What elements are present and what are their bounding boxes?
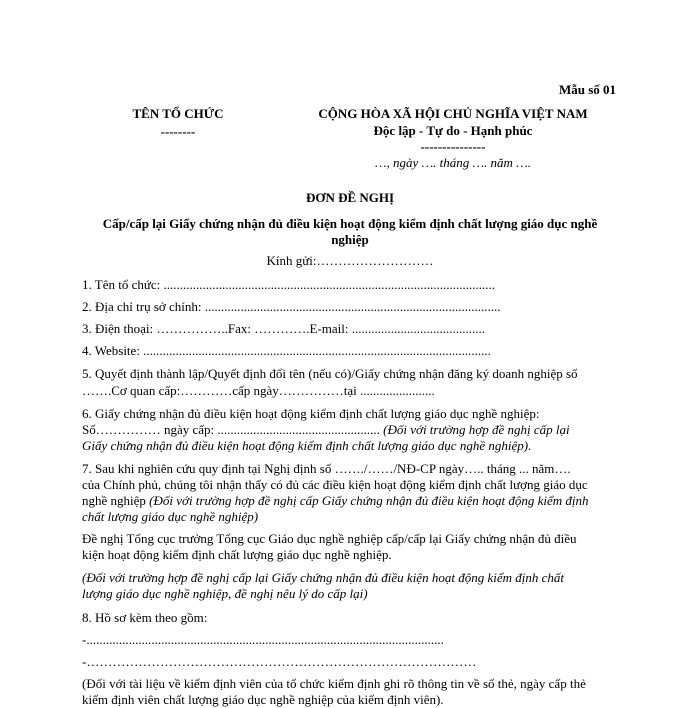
reissue-note-line-2: lượng giáo dục nghề nghiệp, đề nghị nêu lý do cấp lại) [82, 586, 368, 601]
document-title: ĐƠN ĐỀ NGHỊ [305, 190, 395, 205]
item-6-line-2 [82, 422, 570, 438]
request-line-1: Đề nghị Tổng cục trưởng Tổng cục Giáo dục nghề nghiệp cấp/cấp lại Giấy chứng nhận đủ điều [82, 531, 577, 546]
item-7-note-start: (Đối với trường hợp đề nghị cấp Giấy chứng nhận đủ điều kiện hoạt động kiểm định [149, 493, 589, 508]
item-3-contact: 3. Điện thoại: ……………..Fax: ………….E-mail: ......................................... [82, 321, 485, 336]
nation-motto: Độc lập - Tự do - Hạnh phúc [373, 123, 533, 138]
item-7-line-2: của Chính phủ, chúng tôi nhận thấy có đủ các điều kiện hoạt động kiểm định chất lượng giáo dục [82, 477, 588, 492]
inspector-note-line-2: kiểm định viên chất lượng giáo dục nghề nghiệp của kiểm định viên). [82, 692, 444, 707]
item-6-line-2-text: Số…………… ngày cấp: .................................................. [82, 422, 384, 437]
item-7-line-3-text: nghề nghiệp [82, 493, 150, 508]
item-1-organization: 1. Tên tổ chức: ...................................................................................................... [82, 277, 496, 292]
attachment-line-2: -……………………………………………………………………………… [82, 654, 477, 669]
item-6-note-start: (Đối với trường hợp đề nghị cấp lại [383, 422, 570, 437]
item-2-address: 2. Địa chỉ trụ sở chính: ........................................................................................... [82, 299, 501, 314]
reissue-note-line-1: (Đối với trường hợp đề nghị cấp lại Giấy chứng nhận đủ điều kiện hoạt động kiểm định chất [82, 570, 564, 585]
item-8-attachments: 8. Hồ sơ kèm theo gồm: [82, 610, 208, 625]
item-5-line-2: …….Cơ quan cấp:…………cấp ngày……………tại ....................... [82, 383, 435, 398]
inspector-note-line-1: (Đối với tài liệu về kiểm định viên của tổ chức kiểm định ghi rõ thông tin về số thẻ, ngày cấp thẻ [82, 676, 586, 691]
date-line: …, ngày …. tháng …. năm …. [374, 155, 531, 170]
document-subtitle-line-2: nghiệp [331, 232, 369, 247]
organization-name: TÊN TỔ CHỨC [132, 106, 224, 121]
document-subtitle-line-1: Cấp/cấp lại Giấy chứng nhận đủ điều kiện hoạt động kiểm định chất lượng giáo dục nghề [102, 216, 598, 231]
item-7-note-end: chất lượng giáo dục nghề nghiệp) [82, 509, 259, 524]
item-5-line-1: 5. Quyết định thành lập/Quyết định đổi tên (nếu có)/Giấy chứng nhận đăng ký doanh nghiệp số [82, 366, 578, 381]
item-7-line-1: 7. Sau khi nghiên cứu quy định tại Nghị định số ……./……/NĐ-CP ngày….. tháng ... năm…. [82, 461, 571, 476]
nation-title: CỘNG HÒA XÃ HỘI CHỦ NGHĨA VIỆT NAM [318, 106, 588, 121]
item-7-line-3 [82, 493, 589, 509]
organization-underline: -------- [160, 124, 196, 139]
item-6-note-end: Giấy chứng nhận đủ điều kiện hoạt động kiểm định chất lượng giáo dục nghề nghiệp). [82, 438, 532, 453]
nation-underline: --------------- [420, 139, 486, 154]
recipient-line: Kính gửi:……………………… [266, 253, 434, 268]
attachment-line-1: -.............................................................................................................. [82, 632, 444, 647]
form-number: Mẫu số 01 [559, 82, 617, 97]
item-6-line-1: 6. Giấy chứng nhận đủ điều kiện hoạt động kiểm định chất lượng giáo dục nghề nghiệp: [82, 406, 540, 421]
item-4-website: 4. Website: ........................................................................................................... [82, 343, 491, 358]
request-line-2: kiện hoạt động kiểm định chất lượng giáo dục nghề nghiệp. [82, 547, 392, 562]
